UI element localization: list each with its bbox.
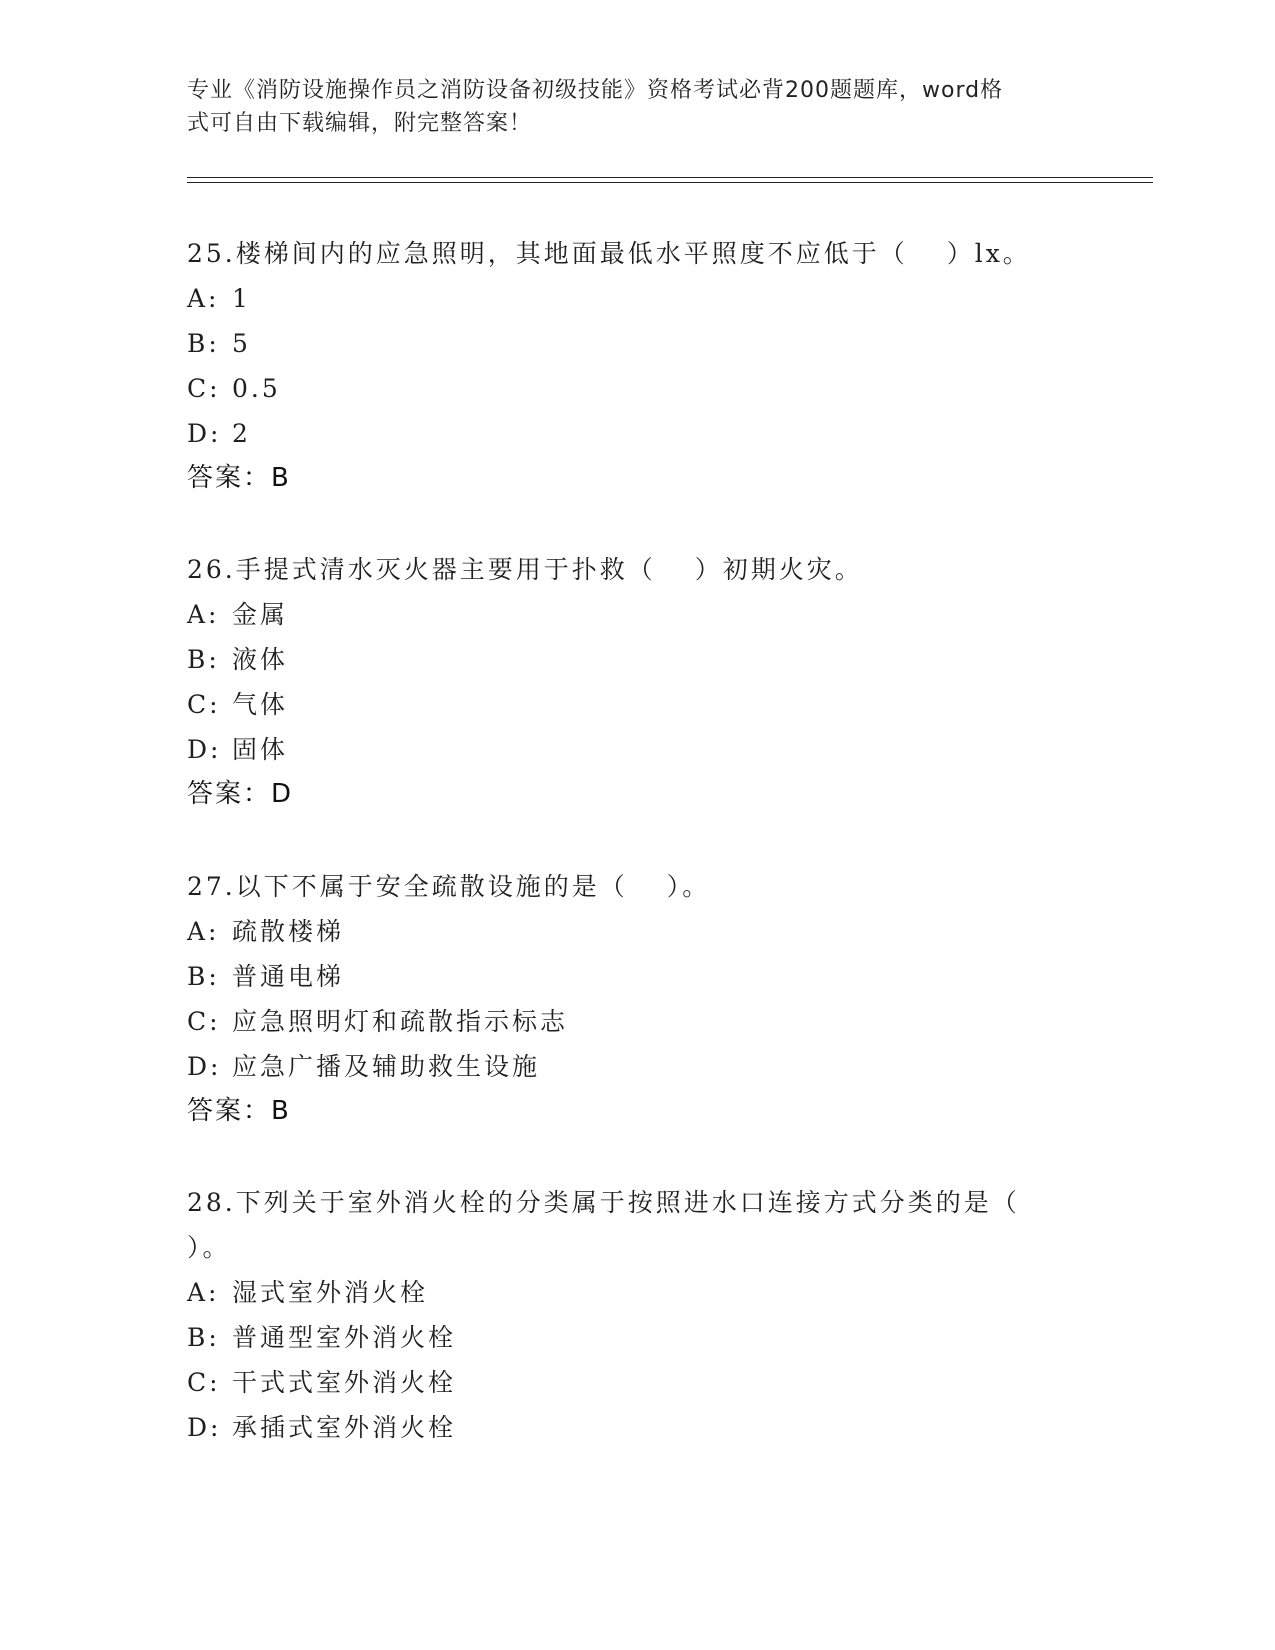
option-text: 承插式室外消火栓 xyxy=(232,1413,457,1442)
option-letter: A: xyxy=(187,1278,220,1307)
question-28 xyxy=(187,1180,1087,1450)
option-letter: B: xyxy=(187,645,220,674)
option-letter: C: xyxy=(187,690,221,719)
option-c xyxy=(187,999,1087,1044)
header-divider-top xyxy=(187,177,1153,178)
option-a xyxy=(187,592,1087,637)
option-letter: B: xyxy=(187,329,220,358)
option-text: 干式式室外消火栓 xyxy=(232,1368,457,1397)
question-text: 26.手提式清水灭火器主要用于扑救（ ）初期火灾。 xyxy=(187,555,863,584)
option-d xyxy=(187,727,1087,772)
document-header xyxy=(187,74,1067,140)
option-b xyxy=(187,1315,1087,1360)
option-letter: D: xyxy=(187,419,222,448)
option-text: 普通电梯 xyxy=(232,962,345,991)
option-text: 5 xyxy=(232,329,251,358)
option-d xyxy=(187,1044,1087,1089)
option-letter: D: xyxy=(187,1052,222,1081)
option-letter: B: xyxy=(187,962,220,991)
header-line-1: 专业《消防设施操作员之消防设备初级技能》资格考试必背200题题库，word格 xyxy=(187,78,1004,103)
option-letter: C: xyxy=(187,1007,221,1036)
question-text: 25.楼梯间内的应急照明，其地面最低水平照度不应低于（ ）lx。 xyxy=(187,239,1031,268)
option-c xyxy=(187,682,1087,727)
option-a xyxy=(187,909,1087,954)
question-27 xyxy=(187,864,1087,1133)
option-d xyxy=(187,1405,1087,1450)
option-c xyxy=(187,1360,1087,1405)
answer-line: 答案：D xyxy=(187,779,294,809)
option-b xyxy=(187,954,1087,999)
answer-line: 答案：B xyxy=(187,1096,291,1126)
option-text: 固体 xyxy=(232,735,289,764)
answer-line: 答案：B xyxy=(187,463,291,493)
option-letter: C: xyxy=(187,1368,221,1397)
option-text: 液体 xyxy=(232,645,289,674)
question-text: 27.以下不属于安全疏散设施的是（ ）。 xyxy=(187,872,711,901)
option-text: 湿式室外消火栓 xyxy=(232,1278,429,1307)
option-letter: B: xyxy=(187,1323,220,1352)
header-line-2: 式可自由下载编辑，附完整答案！ xyxy=(187,111,533,136)
option-text: 气体 xyxy=(232,690,289,719)
option-d xyxy=(187,411,1087,456)
option-letter: D: xyxy=(187,735,222,764)
option-letter: A: xyxy=(187,917,220,946)
question-text: 28.下列关于室外消火栓的分类属于按照进水口连接方式分类的是（ ）。 xyxy=(187,1188,1020,1262)
option-text: 0.5 xyxy=(232,374,281,403)
question-25 xyxy=(187,231,1087,500)
option-text: 疏散楼梯 xyxy=(232,917,345,946)
option-letter: A: xyxy=(187,600,220,629)
option-text: 1 xyxy=(232,284,251,313)
option-letter: D: xyxy=(187,1413,222,1442)
option-letter: A: xyxy=(187,284,220,313)
option-b xyxy=(187,637,1087,682)
option-text: 普通型室外消火栓 xyxy=(232,1323,457,1352)
option-text: 应急照明灯和疏散指示标志 xyxy=(232,1007,569,1036)
option-a xyxy=(187,1270,1087,1315)
option-b xyxy=(187,321,1087,366)
option-text: 2 xyxy=(232,419,251,448)
option-c xyxy=(187,366,1087,411)
question-26 xyxy=(187,547,1087,816)
option-text: 金属 xyxy=(232,600,289,629)
option-text: 应急广播及辅助救生设施 xyxy=(232,1052,541,1081)
option-letter: C: xyxy=(187,374,221,403)
header-divider-bottom xyxy=(187,182,1153,183)
option-a xyxy=(187,276,1087,321)
